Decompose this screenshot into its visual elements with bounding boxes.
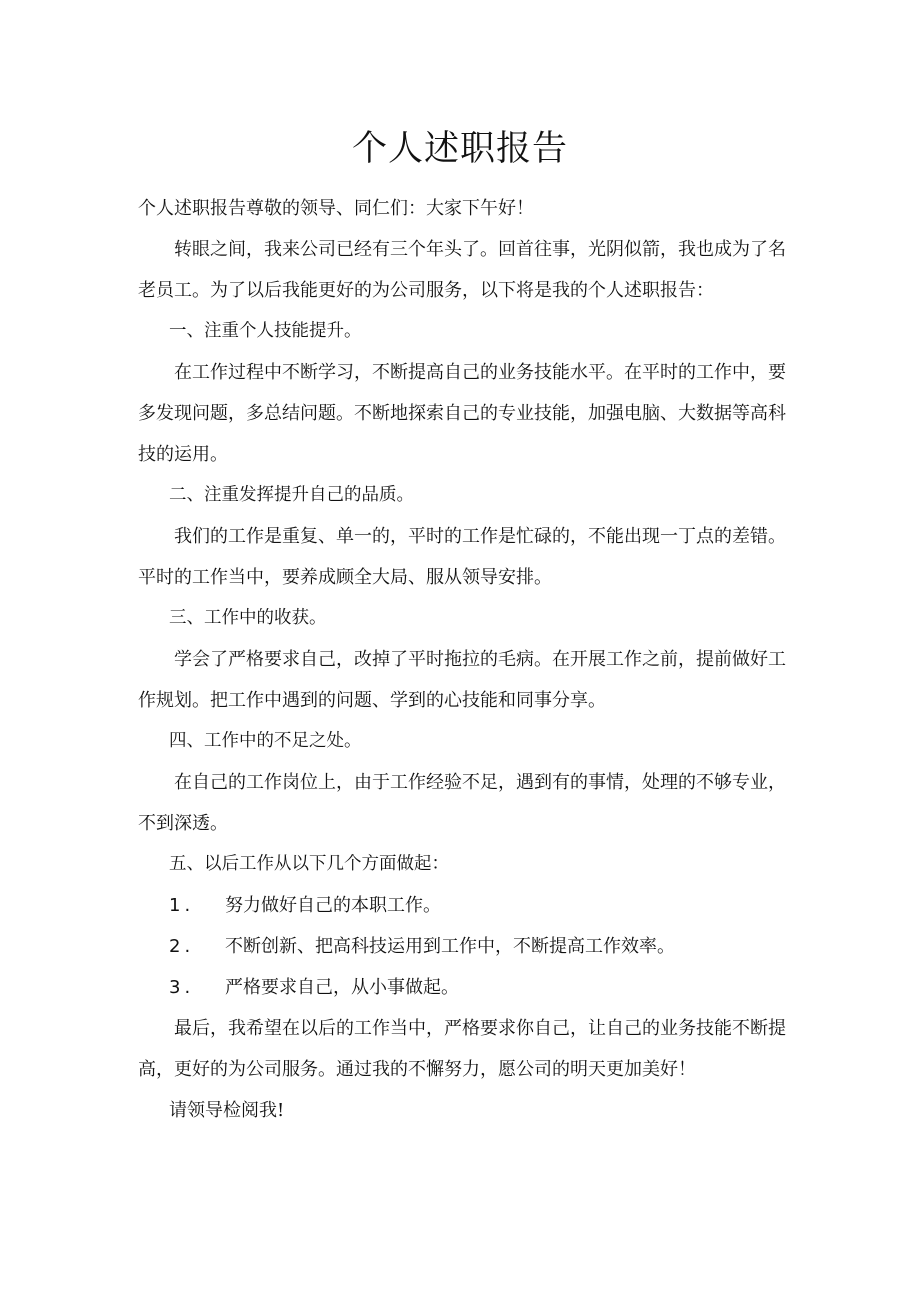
section-heading-1: 一、注重个人技能提升。 (169, 321, 362, 341)
section-body-2: 我们的工作是重复、单一的，平时的工作是忙碌的，不能出现一丁点的差错。平时的工作当中，要养成顾全大局、服从领导安排。 (138, 526, 786, 588)
conclusion-paragraph: 最后，我希望在以后的工作当中，严格要求你自己，让自己的业务技能不断提高，更好的为公司服务。通过我的不懈努力，愿公司的明天更加美好！ (138, 1018, 786, 1080)
closing-line: 请领导检阅我! (169, 1100, 285, 1121)
section-heading-2: 二、注重发挥提升自己的品质。 (169, 485, 414, 505)
plan-item-number: 3. (169, 977, 195, 998)
section-body-3: 学会了严格要求自己，改掉了平时拖拉的毛病。在开展工作之前，提前做好工作规划。把工作中遇到的问题、学到的心技能和同事分享。 (138, 649, 786, 711)
section-heading-4: 四、工作中的不足之处。 (169, 731, 362, 751)
section-body-1: 在工作过程中不断学习，不断提高自己的业务技能水平。在平时的工作中，要多发现问题，多总结问题。不断地探索自己的专业技能，加强电脑、大数据等高科技的运用。 (138, 362, 786, 465)
page-title: 个人述职报告 (351, 129, 568, 169)
greeting: 个人述职报告尊敬的领导、同仁们：大家下午好！ (138, 198, 534, 219)
plan-item-1 (138, 885, 790, 926)
plan-item-text: 不断创新、把高科技运用到工作中，不断提高工作效率。 (225, 936, 675, 957)
section-heading-3: 三、工作中的收获。 (169, 608, 327, 628)
plan-item-text: 严格要求自己，从小事做起。 (225, 977, 459, 998)
plan-item-text: 努力做好自己的本职工作。 (225, 895, 441, 916)
plan-item-2 (138, 926, 790, 967)
plan-item-number: 1. (169, 895, 195, 916)
document-body (138, 188, 790, 1131)
section-body-4: 在自己的工作岗位上，由于工作经验不足，遇到有的事情，处理的不够专业，不到深透。 (138, 772, 786, 834)
plan-item-number: 2. (169, 936, 195, 957)
plan-item-3 (138, 967, 790, 1008)
plan-heading: 五、以后工作从以下几个方面做起： (169, 854, 449, 874)
intro-paragraph: 转眼之间，我来公司已经有三个年头了。回首往事，光阴似箭，我也成为了名老员工。为了以后我能更好的为公司服务，以下将是我的个人述职报告： (138, 239, 786, 301)
